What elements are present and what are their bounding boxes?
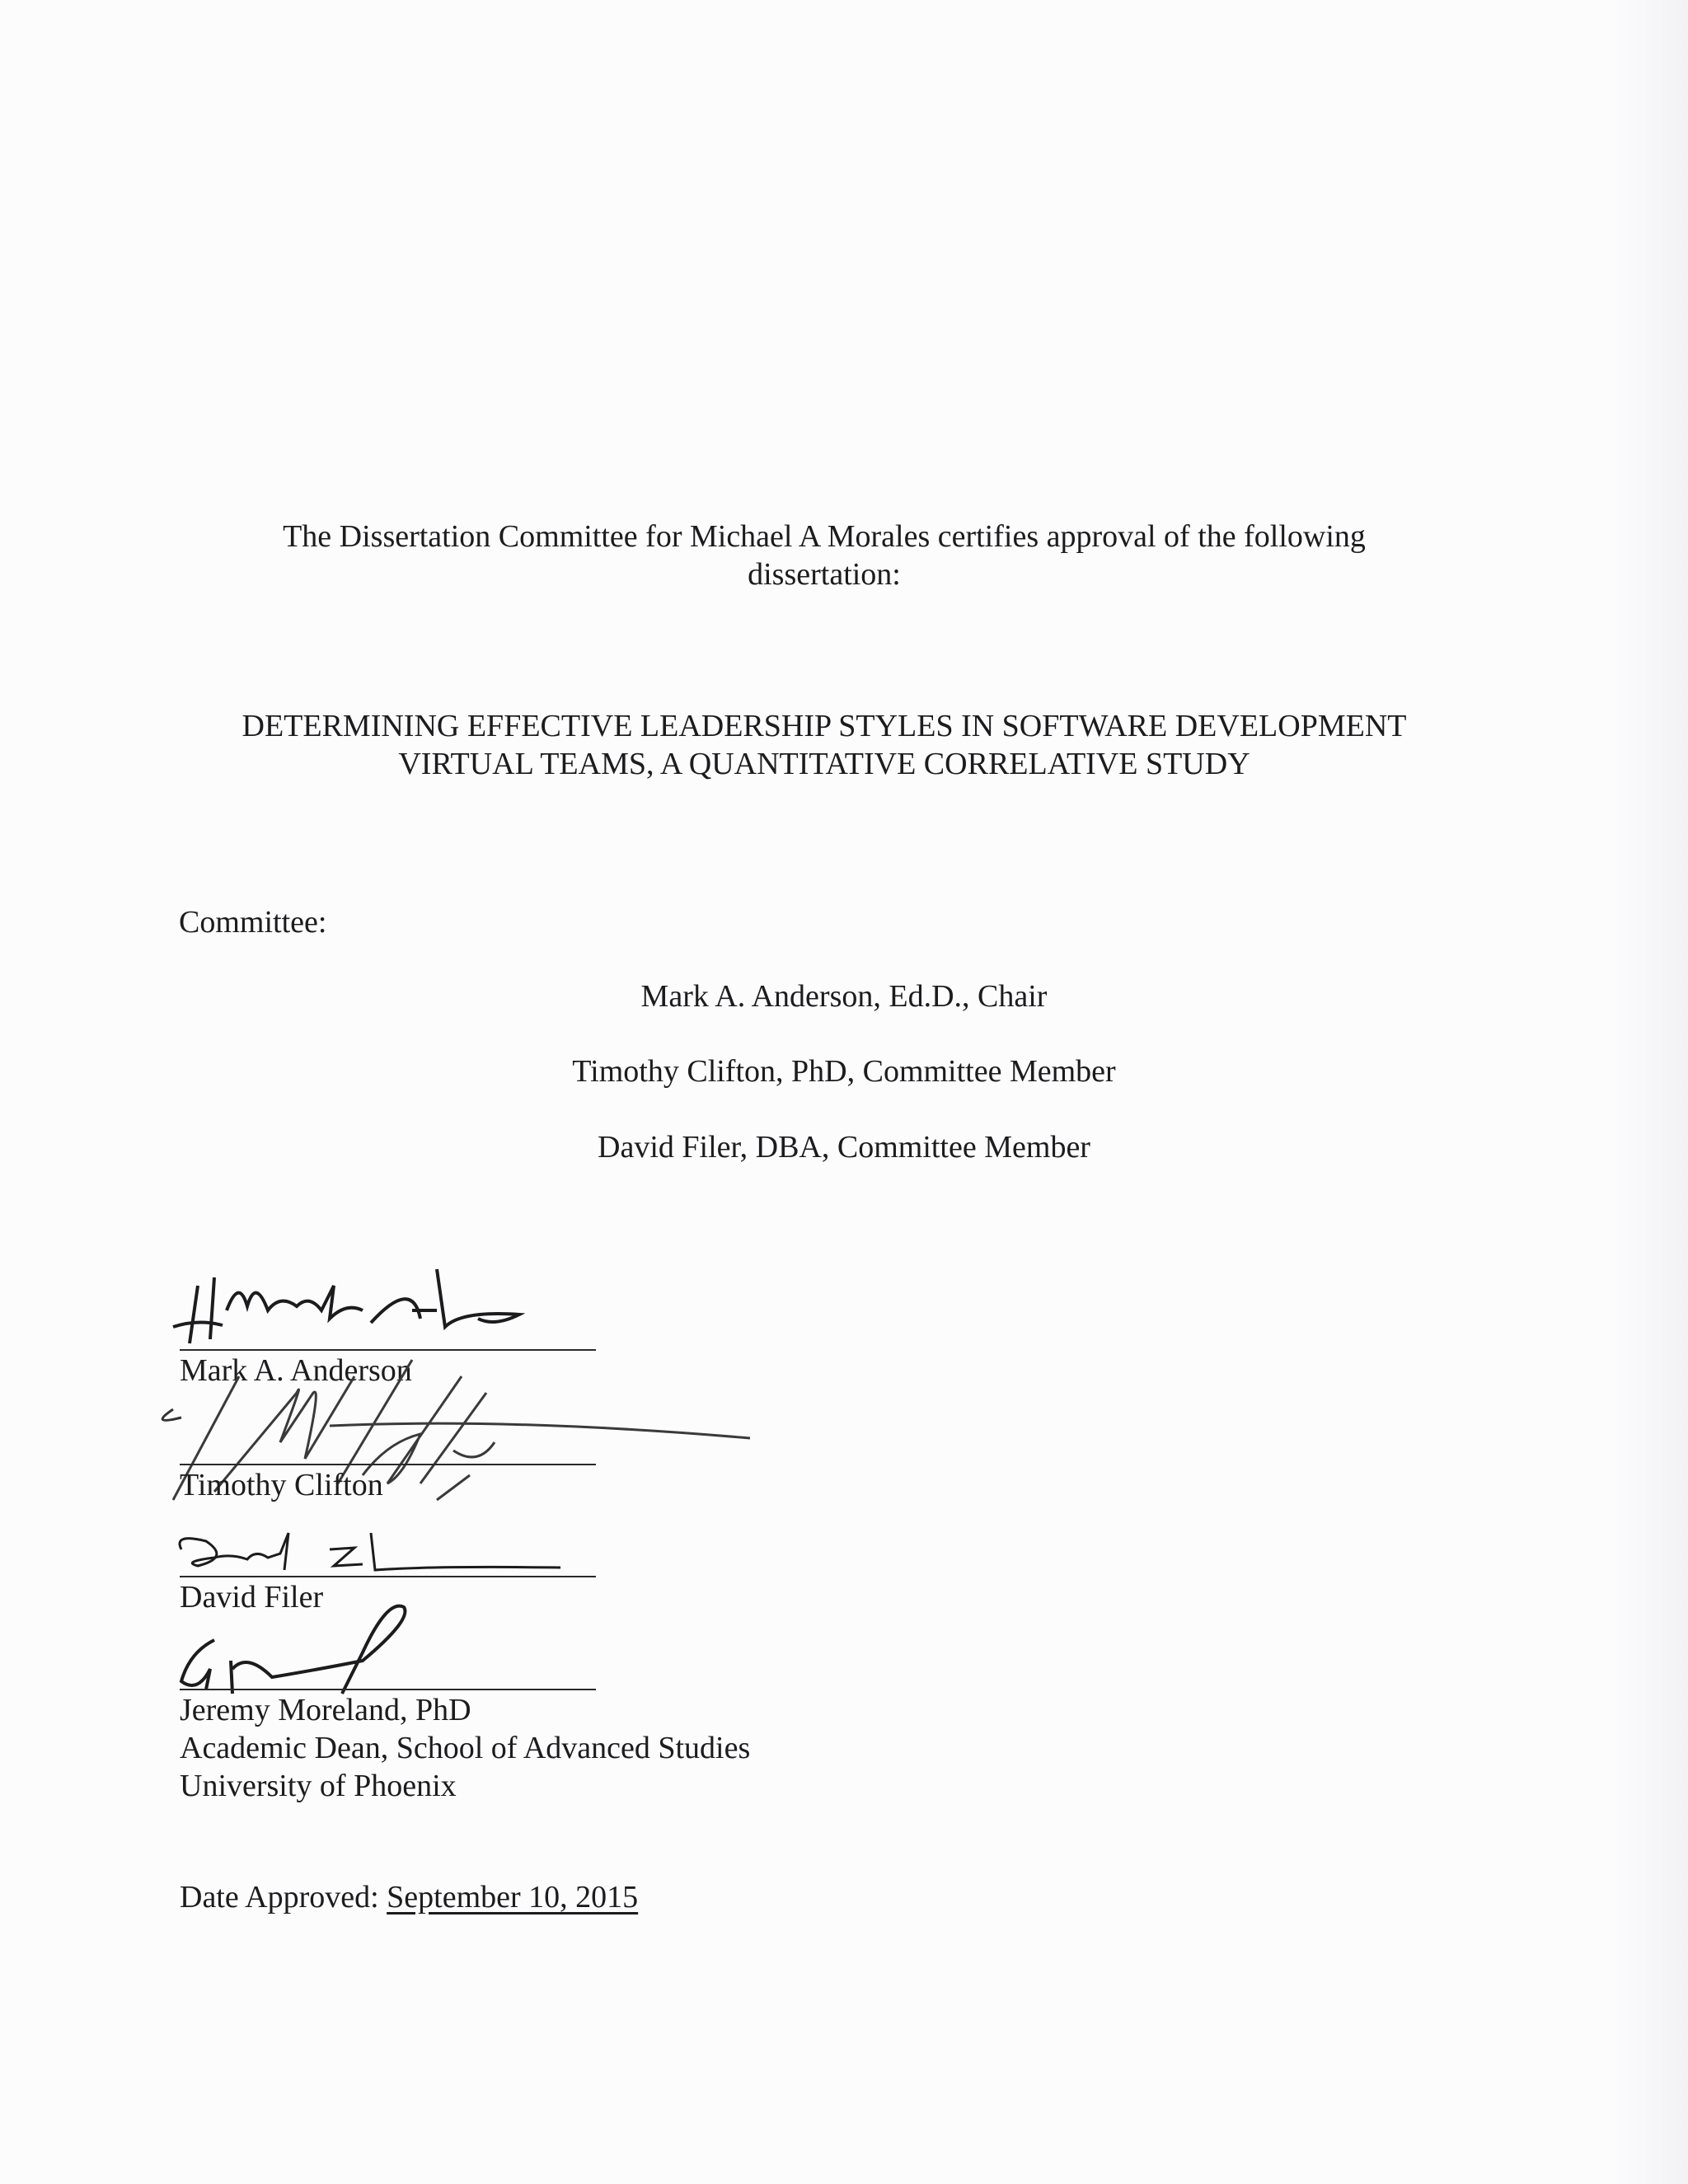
- signatory-clifton: Timothy Clifton: [180, 1468, 383, 1502]
- signature-moreland: [173, 1603, 437, 1698]
- signature-line-moreland: [180, 1689, 596, 1690]
- committee-label: Committee:: [179, 905, 327, 940]
- signature-anderson: [165, 1261, 552, 1352]
- page-edge-shadow: [1610, 0, 1688, 2184]
- certification-statement: The Dissertation Committee for Michael A Morales certifies approval of the following dissertation:: [283, 519, 1366, 592]
- signature-line-clifton: [180, 1464, 596, 1465]
- approval-date-line: [180, 1879, 638, 1915]
- signatory-moreland-institution: University of Phoenix: [180, 1769, 457, 1803]
- committee-member-filer: David Filer, DBA, Committee Member: [598, 1130, 1090, 1165]
- approval-date-value: September 10, 2015: [387, 1880, 639, 1915]
- signatory-filer: David Filer: [180, 1580, 324, 1615]
- signatory-moreland: Jeremy Moreland, PhD: [180, 1693, 471, 1727]
- committee-member-chair: Mark A. Anderson, Ed.D., Chair: [640, 979, 1048, 1014]
- dissertation-title-line-2: VIRTUAL TEAMS, A QUANTITATIVE CORRELATIVE STUDY: [398, 747, 1250, 781]
- signature-filer: [165, 1516, 577, 1582]
- dissertation-title: [165, 707, 1484, 783]
- dissertation-title-line-1: DETERMINING EFFECTIVE LEADERSHIP STYLES IN SOFTWARE DEVELOPMENT: [241, 709, 1407, 743]
- signatory-moreland-title: Academic Dean, School of Advanced Studies: [180, 1731, 751, 1765]
- signature-line-filer: [180, 1576, 596, 1577]
- committee-member-clifton: Timothy Clifton, PhD, Committee Member: [572, 1054, 1116, 1089]
- signatory-anderson: Mark A. Anderson: [180, 1353, 412, 1388]
- approval-date-label: Date Approved:: [180, 1880, 387, 1915]
